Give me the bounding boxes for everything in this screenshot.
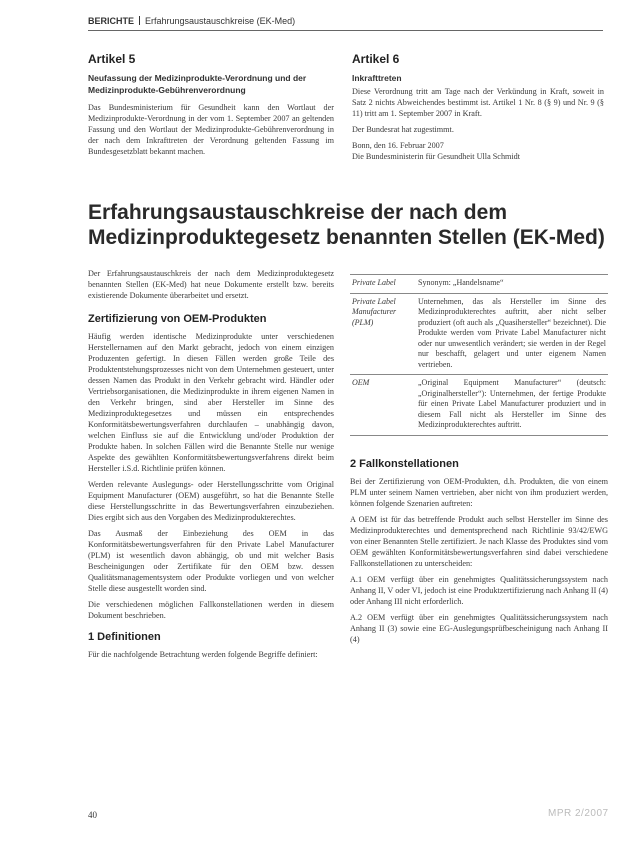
table-definition: Unternehmen, das als Hersteller im Sinne des Medizinprodukterechtes auftritt, aber nicht selber produziert (oft auch als „Quasihersteller“ bezeichnet). Die Produkte werden vom Private Label Manufacturer nicht oder nur unwesentlich verändert; sie werden in der Regel nur beschafft, gelagert und unter eigenem Namen vertrieben. xyxy=(416,293,608,375)
fall-case-a: A OEM ist für das betreffende Produkt auch selbst Hersteller im Sinne des Medizinprodukterechtes und dementsprechend nach Richtlinie 93/42/EWG von einer Benannten Stelle zertifiziert. Je nach Klasse des Produktes sind vom OEM gewählten Konformitätsbewertungsverfahren sind dabei verschiedene Fallkonstellationen zu unterscheiden: xyxy=(350,514,608,568)
running-header xyxy=(88,16,295,26)
table-definition: „Original Equipment Manufacturer“ (deutsch: „Originalhersteller“): Unternehmen, der fertige Produkte für einen Private Label Manufacturer produziert und in diesem Fall nicht als Hersteller im Sinne des Medizinprodukterechtes auftritt. xyxy=(416,375,608,436)
oem-heading: Zertifizierung von OEM-Produkten xyxy=(88,313,267,325)
artikel6-subheading: Inkrafttreten xyxy=(352,73,402,83)
oem-paragraph-2: Werden relevante Auslegungs- oder Herstellungsschritte vom Original Equipment Manufacturer (OEM) ausgeführt, so hat die Benannte Stelle diese Herstellungsschritte in das Bewertungsverfahren einzubeziehen. Dies ergibt sich aus den Vorgaben des Medizinprodukterechtes. xyxy=(88,480,334,522)
artikel6-consent: Der Bundesrat hat zugestimmt. xyxy=(352,125,454,134)
right-column xyxy=(350,274,608,650)
oem-paragraph-1: Häufig werden identische Medizinprodukte unter verschiedenen Herstellernamen auf den Markt gebracht, jedoch von einem einzigen Produzenten gefertigt. In diesen Fällen werden große Teile des Produktentstehungsprozesses nicht von dem Unternehmen gesteuert, unter dessen Namen das Produkt in den Verkehr gebracht wird. Händler oder Vertriebsorganisationen, die Medizinprodukte in ihrem eigenen Namen in den Verkehr bringen, sind aber Hersteller im Sinne des Medizinproduktegesetzes und müssen ein entsprechendes Konformitätsbewertungsverfahren durchlaufen – unabhängig davon, welchen Einfluss sie auf die Entwicklung und/oder Produktion der Produkte haben. In solchen Fällen wird die Benannte Stelle nur wenige Aspekte des gewählten Konformitätsbewertungsverfahrens direkt beim Hersteller i.S.d. Richtlinie prüfen können. xyxy=(88,332,334,473)
table-term: Private Label Manufacturer (PLM) xyxy=(350,293,416,375)
artikel6-place-date: Bonn, den 16. Februar 2007 xyxy=(352,141,444,150)
definitionen-text: Für die nachfolgende Betrachtung werden folgende Begriffe definiert: xyxy=(88,650,318,659)
table-term: OEM xyxy=(350,375,416,436)
table-definition: Synonym: „Handelsname“ xyxy=(416,275,608,294)
fall-case-a2: A.2 OEM verfügt über ein genehmigtes Qualitätssicherungssystem nach Anhang II (3) sowie eine EG-Auslegungsprüfbescheinigung nach Anhang II (4) xyxy=(350,612,608,644)
header-divider xyxy=(139,16,140,25)
artikel5-subheading: Neufassung der Medizinprodukte-Verordnung und der Medizinprodukte-Gebührenverordnung xyxy=(88,73,307,95)
journal-issue: MPR 2/2007 xyxy=(548,808,609,819)
header-topic: Erfahrungsaustauschkreise (EK-Med) xyxy=(145,16,296,26)
fall-case-a1: A.1 OEM verfügt über ein genehmigtes Qualitätssicherungssystem nach Anhang II, V oder VI, jedoch ist eine Produktzertifizierung nach Anhang II (4) oder Anhang III nicht erforderlich. xyxy=(350,574,608,606)
oem-paragraph-4: Die verschiedenen möglichen Fallkonstellationen werden in diesem Dokument beschrieben. xyxy=(88,600,334,620)
left-column xyxy=(88,268,334,665)
artikel6-heading: Artikel 6 xyxy=(352,52,400,66)
fall-heading: 2 Fallkonstellationen xyxy=(350,457,459,470)
page-number: 40 xyxy=(88,810,97,820)
table-row xyxy=(350,275,608,294)
header-section: BERICHTE xyxy=(88,16,135,26)
artikel5-block xyxy=(88,52,334,162)
table-row xyxy=(350,293,608,375)
artikel6-signature: Die Bundesministerin für Gesundheit Ulla Schmidt xyxy=(352,152,521,161)
header-rule xyxy=(88,30,603,31)
artikel5-heading: Artikel 5 xyxy=(88,52,136,66)
definitionen-heading: 1 Definitionen xyxy=(88,631,161,643)
artikel5-text: Das Bundesministerium für Gesundheit kann den Wortlaut der Medizinprodukte-Verordnung in der vom 1. September 2007 an geltenden Fassung und den Wortlaut der Medizinprodukte-Gebührenverordnung in der nach dem Inkrafttreten der Verordnung geltenden Fassung im Bundesgesetzblatt bekannt machen. xyxy=(88,103,334,156)
artikel6-block xyxy=(352,52,604,167)
table-row xyxy=(350,375,608,436)
definitions-table xyxy=(350,274,608,436)
oem-paragraph-3: Das Ausmaß der Einbeziehung des OEM in das Konformitätsbewertungsverfahren für den Private Label Manufacturer (PLM) ist wesentlich davon abhängig, ob und mit welcher Basis Bescheinigungen oder Zertifikate für den OEM bzw. dessen Qualitätsmanagementsystem oder Produkte vorliegen und von welcher Stelle diese ausgestellt worden sind. xyxy=(88,529,334,593)
artikel6-text: Diese Verordnung tritt am Tage nach der Verkündung in Kraft, soweit in Satz 2 nichts Abweichendes bestimmt ist. Artikel 1 Nr. 8 (§ 9) und Nr. 9 (§ 11) tritt am 1. September 2007 in Kraft. xyxy=(352,87,604,118)
intro-text: Der Erfahrungsaustauschkreis der nach dem Medizinproduktegesetz benannten Stellen (EK-Med) hat neue Dokumente erstellt bzw. bereits existierende Dokumente überarbeitet und ersetzt. xyxy=(88,269,334,300)
table-term: Private Label xyxy=(350,275,416,294)
fall-intro: Bei der Zertifizierung von OEM-Produkten, d.h. Produkten, die von einem PLM unter seinem Namen vertrieben, aber nicht von ihm produziert werden, können folgende Szenarien auftreten: xyxy=(350,476,608,508)
article-title: Erfahrungsaustauschkreise der nach dem Medizinproduktegesetz benannten Stellen (EK-Med) xyxy=(88,201,605,249)
